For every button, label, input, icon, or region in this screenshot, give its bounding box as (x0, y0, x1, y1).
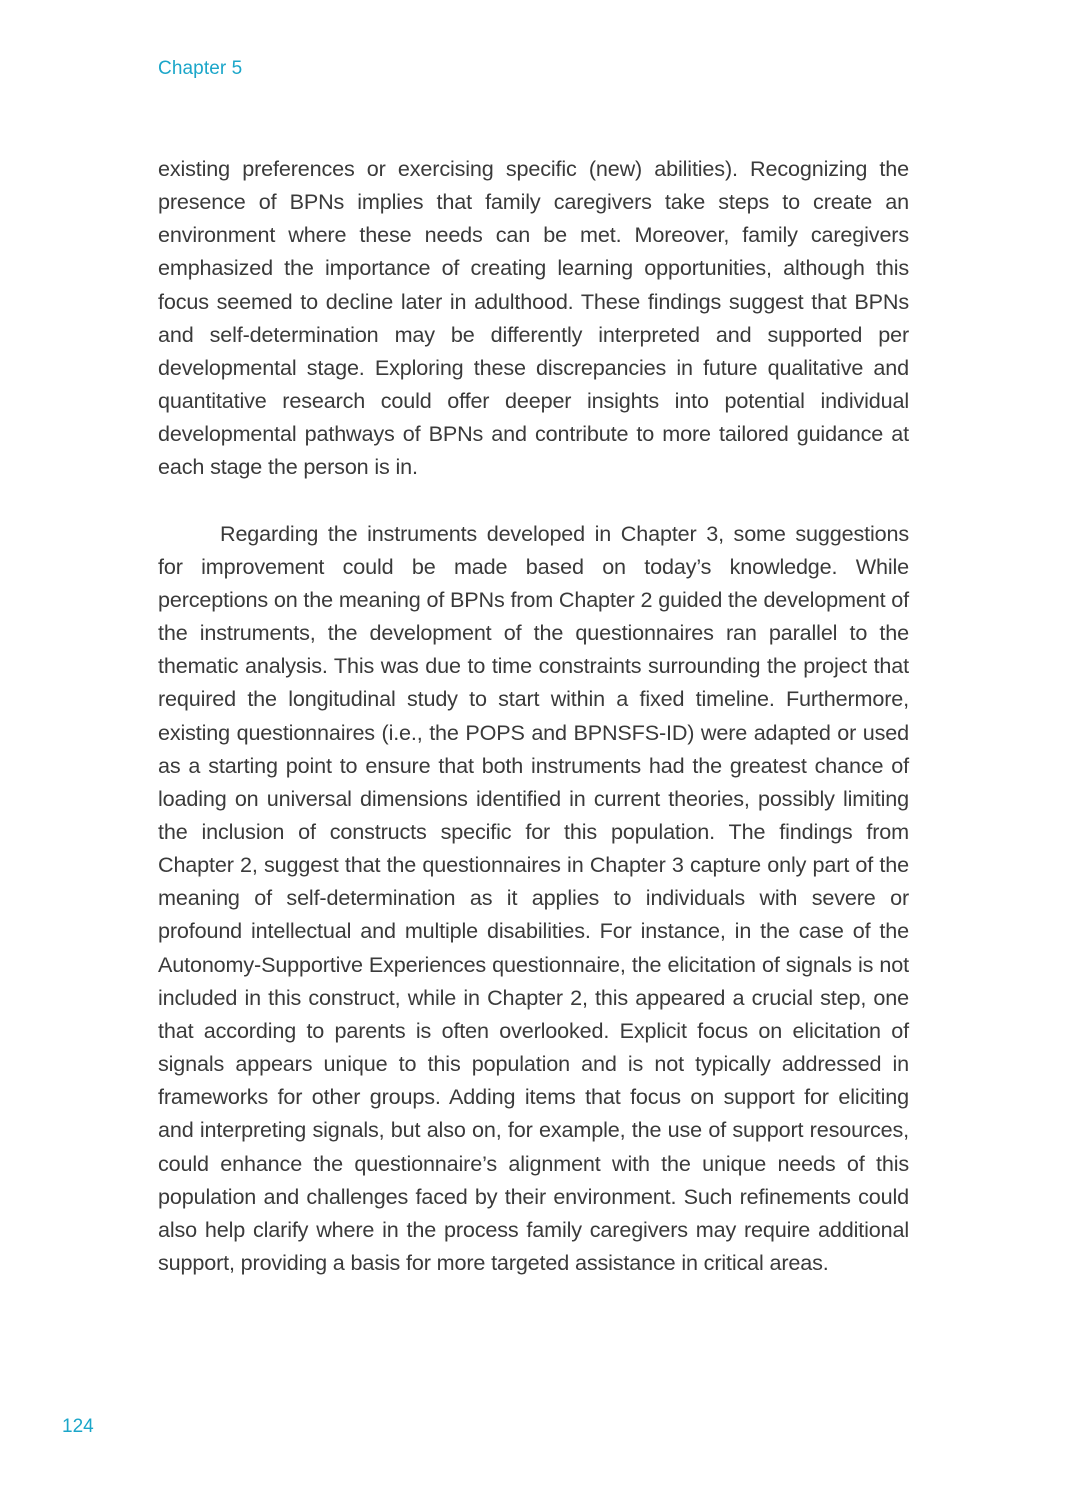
paragraph-instruments: Regarding the instruments developed in Chapter 3, some suggestions for improvement could be made based on today’s knowledge. While perceptions on the meaning of BPNs from Chapter 2 guided the development of the instruments, the development of the questionnaires ran parallel to the thematic analysis. This was due to time constraints surrounding the project that required the longitudinal study to start within a fixed timeline. Furthermore, existing questionnaires (i.e., the POPS and BPNSFS-ID) were adapted or used as a starting point to ensure that both instruments had the greatest chance of loading on universal dimensions identified in current theories, possibly limiting the inclusion of constructs specific for this population. The findings from Chapter 2, suggest that the questionnaires in Chapter 3 capture only part of the meaning of self-determination as it applies to individuals with severe or profound intellectual and multiple disabilities. For instance, in the case of the Autonomy-Supportive Experiences questionnaire, the elicitation of signals is not included in this construct, while in Chapter 2, this appeared a crucial step, one that according to parents is often overlooked. Explicit focus on elicitation of signals appears unique to this population and is not typically addressed in frameworks for other groups. Adding items that focus on support for eliciting and interpreting signals, but also on, for example, the use of support resources, could enhance the questionnaire’s alignment with the unique needs of this population and challenges faced by their environment. Such refinements could also help clarify where in the process family caregivers may require additional support, providing a basis for more targeted assistance in critical areas. (158, 520, 909, 1275)
body-text (158, 152, 909, 1279)
chapter-header: Chapter 5 (158, 58, 243, 79)
page-number: 124 (62, 1416, 94, 1437)
paragraph-continuation: existing preferences or exercising specific (new) abilities). Recognizing the presence of BPNs implies that family caregivers take steps to create an environment where these needs can be met. Moreover, family caregivers emphasized the importance of creating learning opportunities, although this focus seemed to decline later in adulthood. These findings suggest that BPNs and self-determination may be differently interpreted and supported per developmental stage. Exploring these discrepancies in future qualitative and quantitative research could offer deeper insights into potential individual developmental pathways of BPNs and contribute to more tailored guidance at each stage the person is in. (158, 156, 909, 480)
